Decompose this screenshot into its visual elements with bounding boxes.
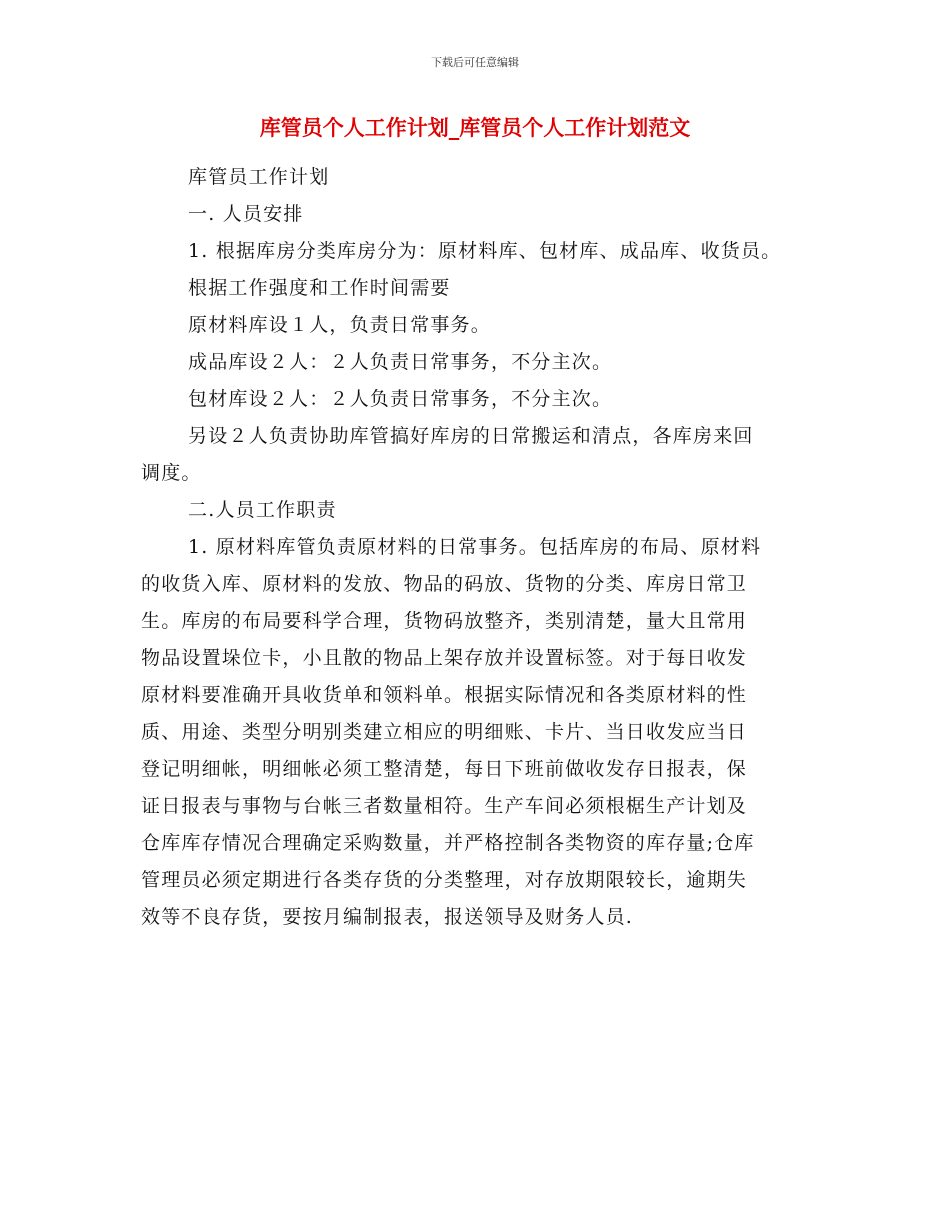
document-title: 库管员个人工作计划_库管员个人工作计划范文 bbox=[259, 116, 691, 140]
body-line: 根据工作强度和工作时间需要 bbox=[188, 277, 451, 299]
body-line: 原材料要准确开具收货单和领料单。根据实际情况和各类原材料的性 bbox=[141, 684, 748, 706]
body-line: 包材库设２人：２人负责日常事务，不分主次。 bbox=[188, 388, 613, 410]
section-heading: 二.人员工作职责 bbox=[188, 499, 337, 521]
body-line: 管理员必须定期进行各类存货的分类整理，对存放期限较长，逾期失 bbox=[141, 869, 748, 891]
body-line: 原材料库设１人，负责日常事务。 bbox=[188, 314, 492, 336]
body-line: 质、用途、类型分明别类建立相应的明细账、卡片、当日收发应当日 bbox=[141, 721, 748, 743]
body-line: 另设２人负责协助库管搞好库房的日常搬运和清点，各库房来回 bbox=[188, 425, 754, 447]
body-line: 成品库设２人：２人负责日常事务，不分主次。 bbox=[188, 351, 613, 373]
section-heading: 库管员工作计划 bbox=[188, 166, 330, 188]
body-line: 调度。 bbox=[141, 462, 202, 484]
body-line: 生。库房的布局要科学合理，货物码放整齐，类别清楚，量大且常用 bbox=[141, 610, 748, 632]
body-line: 证日报表与事物与台帐三者数量相符。生产车间必须根椐生产计划及 bbox=[141, 795, 748, 817]
header-note: 下载后可任意编辑 bbox=[431, 56, 519, 69]
section-heading: 一. 人员安排 bbox=[188, 203, 304, 225]
body-line: 1. 原材料库管负责原材料的日常事务。包括库房的布局、原材料 bbox=[188, 536, 762, 558]
body-line: 仓库库存情况合理确定采购数量，并严格控制各类物资的库存量;仓库 bbox=[141, 832, 755, 854]
body-line: 登记明细帐，明细帐必须工整清楚，每日下班前做收发存日报表，保 bbox=[141, 758, 748, 780]
body-line: 物品设置垛位卡，小且散的物品上架存放并设置标签。对于每日收发 bbox=[141, 647, 748, 669]
body-line: 效等不良存货，要按月编制报表，报送领导及财务人员. bbox=[141, 906, 634, 928]
body-line: 1. 根据库房分类库房分为：原材料库、包材库、成品库、收货员。 bbox=[188, 240, 782, 262]
body-line: 的收货入库、原材料的发放、物品的码放、货物的分类、库房日常卫 bbox=[141, 573, 748, 595]
